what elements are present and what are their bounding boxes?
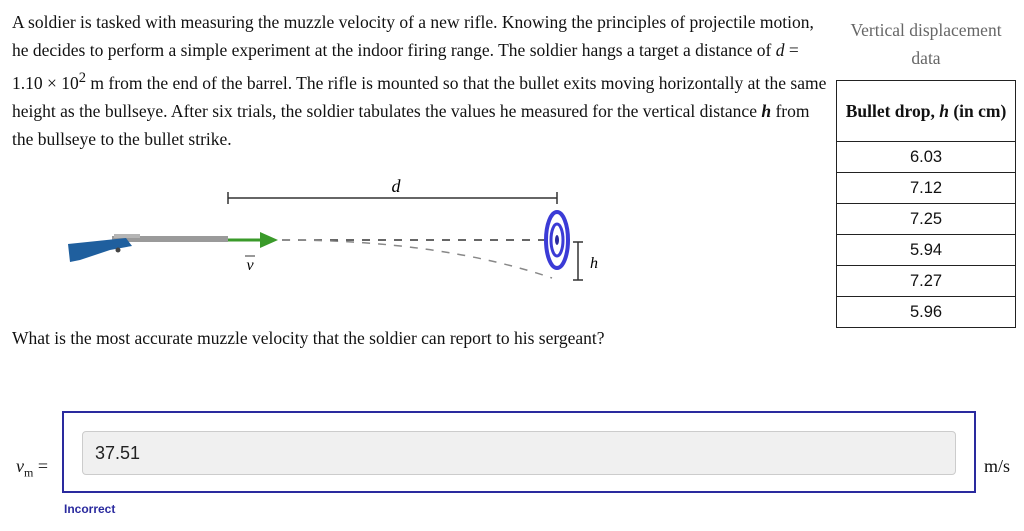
target-icon [546,212,568,268]
table-caption: Vertical displacement data [850,20,1002,68]
problem-text: A soldier is tasked with measuring the muzzle velocity of a new rifle. Knowing the principles of projectile motion, he decides to perform a simple experiment at the indoor firing range. The soldier hangs a target a distance of [12,12,814,60]
problem-text-end: from the bullseye to the bullet strike. [12,100,810,149]
table-row [837,235,1016,266]
v-label: v [246,257,254,274]
table-cell: 5.96 [837,297,1016,328]
rifle-diagram [60,168,620,288]
d-value: 1.10 × 10 [12,72,79,93]
m-subscript: m [24,465,34,480]
table-cell: 7.12 [837,173,1016,204]
table-cell: 7.27 [837,266,1016,297]
table-row [837,142,1016,173]
header-h-symbol: h [939,101,949,121]
h-bracket [573,242,583,280]
problem-text-cont: m from the end of the barrel. The rifle is mounted so that the bullet exits moving horizontally at the same height as the bullseye. After six trials, the soldier tabulates the values he measured for the vertical distance [12,72,827,121]
h-label: h [590,255,598,272]
v-symbol: v [16,456,24,476]
problem-paragraph [12,8,832,153]
problem-statement [12,8,832,153]
table-row [837,297,1016,328]
table-cell: 5.94 [837,235,1016,266]
feedback-incorrect: Incorrect [64,502,116,516]
header-text: Bullet drop, [845,101,940,121]
displacement-table [836,80,1016,328]
table-cell: 7.25 [837,204,1016,235]
rifle-icon [68,234,228,262]
unit-label: m/s [984,456,1011,476]
question-text: What is the most accurate muzzle velocity that the soldier can report to his sergeant? [12,328,605,348]
h-symbol: h [761,100,772,121]
answer-equals: = [33,456,48,476]
table-row [837,266,1016,297]
header-unit: (in cm) [948,101,1007,121]
answer-box [62,411,976,493]
d-exponent: 2 [78,70,87,86]
answer-label [16,456,48,481]
table-cell: 6.03 [837,142,1016,173]
table-row [837,204,1016,235]
answer-input[interactable] [82,431,956,475]
table-header [837,81,1016,142]
d-label: d [391,176,401,196]
d-symbol: d [775,40,785,60]
bullet-trajectory [282,240,552,278]
equals-sign: = [784,40,799,60]
table-row [837,173,1016,204]
velocity-arrow-icon [228,232,278,248]
